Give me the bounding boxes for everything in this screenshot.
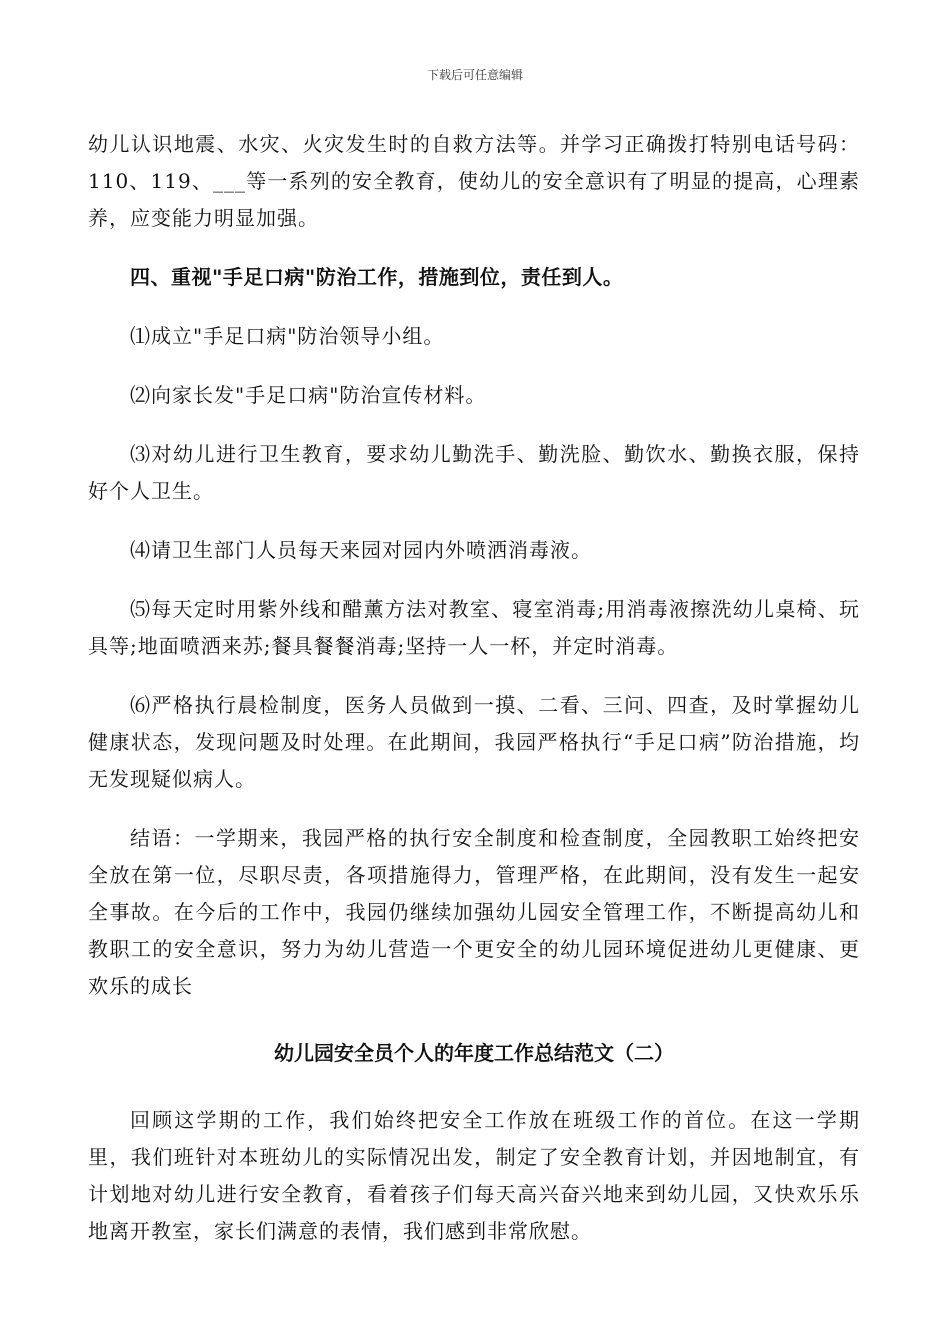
section-title-2: 幼儿园安全员个人的年度工作总结范文（二） [274, 1041, 674, 1065]
review-paragraph: 回顾这学期的工作，我们始终把安全工作放在班级工作的首位。在这一学期里，我们班针对本班幼儿的实际情况出发，制定了安全教育计划，并因地制宜，有计划地对幼儿进行安全教育，看着孩子们每天高兴奋兴地来到幼儿园，又快欢乐乐地离开教室，家长们满意的表情，我们感到非常欣慰。 [88, 1108, 860, 1243]
paragraph-self-rescue: 幼儿认识地震、水灾、火灾发生时的自救方法等。并学习正确拨打特别电话号码：110、119、___等一系列的安全教育，使幼儿的安全意识有了明显的提高，心理素养，应变能力明显加强。 [88, 132, 860, 230]
list-item-2: ⑵向家长发"手足口病"防治宣传材料。 [130, 383, 487, 407]
section-heading-4: 四、重视"手足口病"防治工作，措施到位，责任到人。 [130, 265, 624, 289]
document-body [88, 126, 860, 1250]
list-item-3: ⑶对幼儿进行卫生教育，要求幼儿勤洗手、勤洗脸、勤饮水、勤换衣服，保持好个人卫生。 [88, 442, 860, 503]
conclusion-paragraph: 结语：一学期来，我园严格的执行安全制度和检查制度，全园教职工始终把安全放在第一位，尽职尽责，各项措施得力，管理严格，在此期间，没有发生一起安全事故。在今后的工作中，我园仍继续加强幼儿园安全管理工作，不断提高幼儿和教职工的安全意识，努力为幼儿营造一个更安全的幼儿园环境促进幼儿更健康、更欢乐的成长 [88, 826, 860, 998]
page-header: 下载后可任意编辑 [426, 68, 523, 82]
list-item-1: ⑴成立"手足口病"防治领导小组。 [130, 324, 445, 348]
list-item-5: ⑸每天定时用紫外线和醋薰方法对教室、寝室消毒;用消毒液擦洗幼儿桌椅、玩具等;地面喷洒来苏;餐具餐餐消毒;坚持一人一杯，并定时消毒。 [88, 597, 860, 658]
list-item-4: ⑷请卫生部门人员每天来园对园内外喷洒消毒液。 [130, 538, 592, 562]
list-item-6: ⑹严格执行晨检制度，医务人员做到一摸、二看、三问、四查，及时掌握幼儿健康状态，发现问题及时处理。在此期间，我园严格执行“手足口病”防治措施，均无发现疑似病人。 [88, 693, 860, 791]
